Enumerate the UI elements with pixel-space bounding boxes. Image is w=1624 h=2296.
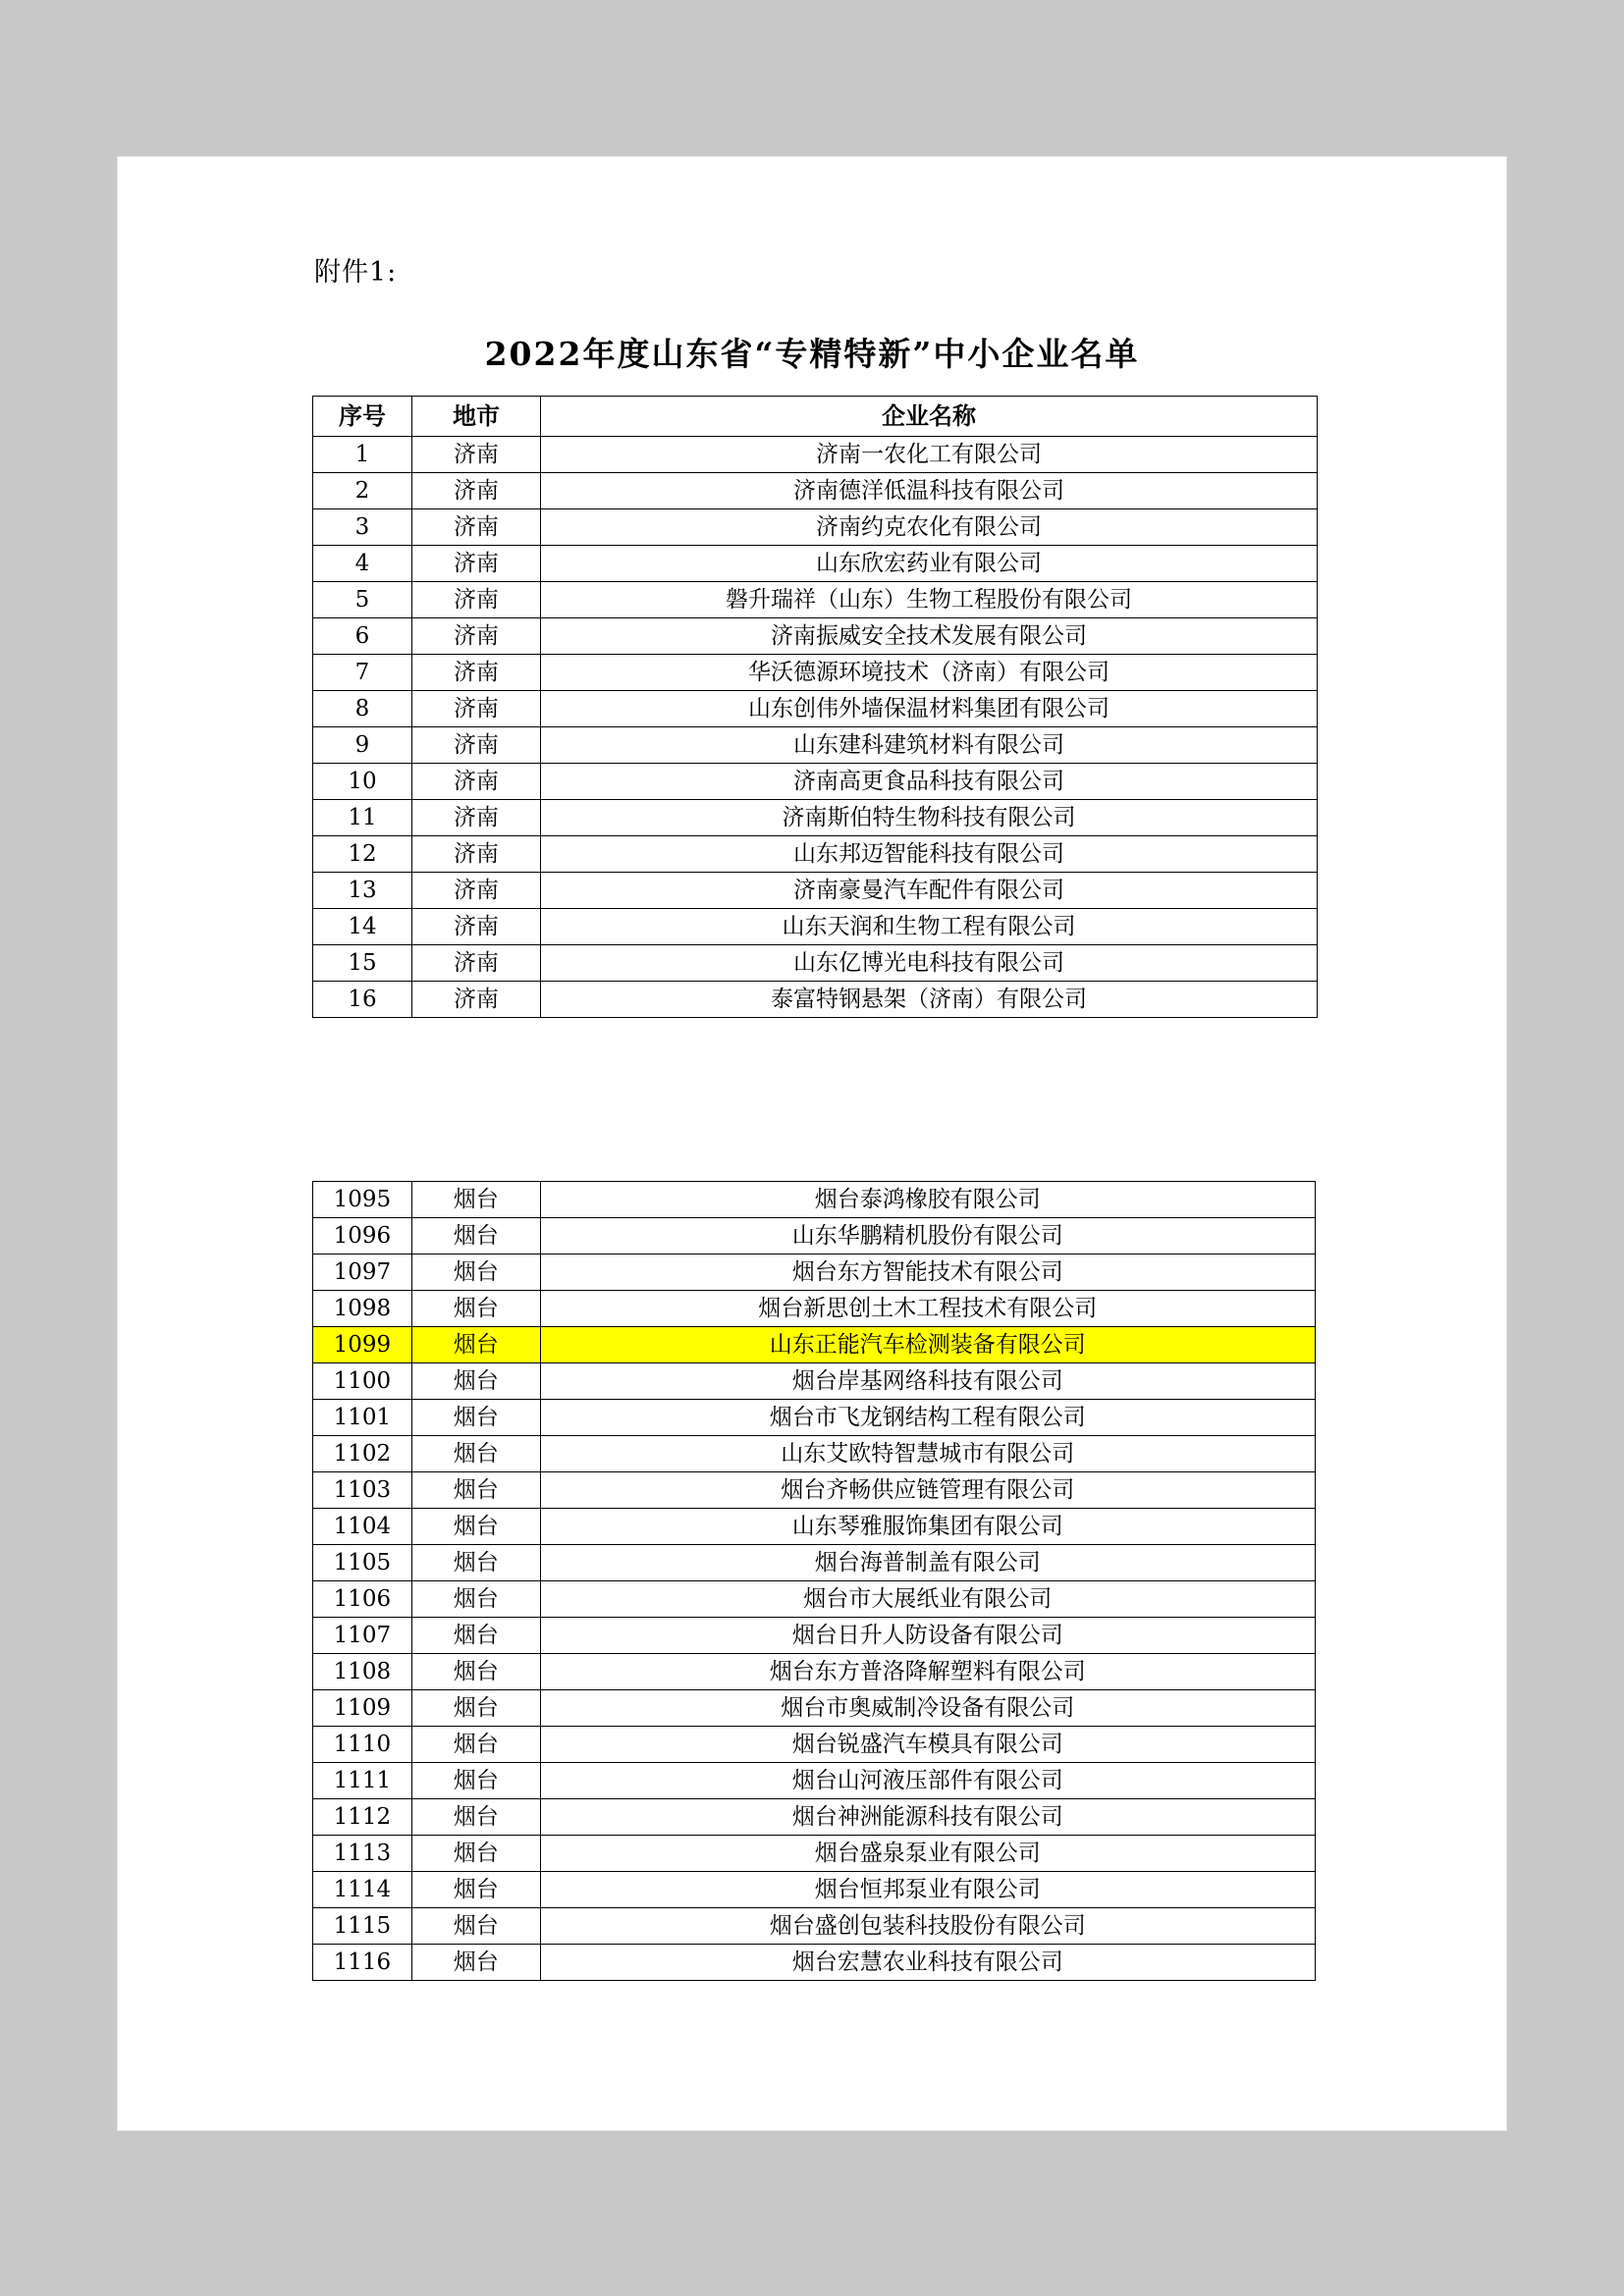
column-header-index: 序号	[313, 397, 412, 437]
cell-city: 烟台	[411, 1327, 540, 1363]
table-row	[313, 1255, 1316, 1291]
table-row	[313, 982, 1318, 1018]
cell-index: 2	[313, 473, 412, 509]
cell-index: 14	[313, 909, 412, 945]
table-header-row	[313, 397, 1318, 437]
table-row	[313, 509, 1318, 546]
cell-city: 济南	[412, 691, 541, 727]
cell-index: 1109	[313, 1690, 412, 1727]
table-row	[313, 1400, 1316, 1436]
cell-index: 16	[313, 982, 412, 1018]
cell-city: 烟台	[411, 1472, 540, 1509]
cell-company-name: 烟台锐盛汽车模具有限公司	[540, 1727, 1315, 1763]
table-row	[313, 1545, 1316, 1581]
cell-index: 12	[313, 836, 412, 873]
cell-index: 11	[313, 800, 412, 836]
cell-company-name: 烟台岸基网络科技有限公司	[540, 1363, 1315, 1400]
cell-index: 1111	[313, 1763, 412, 1799]
table-row	[313, 655, 1318, 691]
cell-index: 1115	[313, 1908, 412, 1945]
cell-city: 烟台	[411, 1291, 540, 1327]
cell-city: 烟台	[411, 1255, 540, 1291]
cell-index: 4	[313, 546, 412, 582]
table-row	[313, 437, 1318, 473]
cell-company-name: 济南一农化工有限公司	[541, 437, 1318, 473]
cell-company-name: 山东邦迈智能科技有限公司	[541, 836, 1318, 873]
table-row	[313, 909, 1318, 945]
cell-index: 1099	[313, 1327, 412, 1363]
cell-index: 1113	[313, 1836, 412, 1872]
cell-company-name: 烟台盛泉泵业有限公司	[540, 1836, 1315, 1872]
cell-company-name: 济南斯伯特生物科技有限公司	[541, 800, 1318, 836]
cell-company-name: 山东正能汽车检测装备有限公司	[540, 1327, 1315, 1363]
table-row	[313, 1945, 1316, 1981]
cell-index: 1098	[313, 1291, 412, 1327]
cell-city: 烟台	[411, 1545, 540, 1581]
cell-city: 烟台	[411, 1509, 540, 1545]
cell-company-name: 烟台泰鸿橡胶有限公司	[540, 1182, 1315, 1218]
table-row	[313, 1872, 1316, 1908]
cell-index: 1102	[313, 1436, 412, 1472]
cell-company-name: 烟台齐畅供应链管理有限公司	[540, 1472, 1315, 1509]
cell-company-name: 华沃德源环境技术（济南）有限公司	[541, 655, 1318, 691]
cell-index: 1106	[313, 1581, 412, 1618]
table-row	[313, 1690, 1316, 1727]
table-row	[313, 800, 1318, 836]
cell-city: 烟台	[411, 1182, 540, 1218]
cell-city: 烟台	[411, 1908, 540, 1945]
cell-city: 济南	[412, 473, 541, 509]
cell-index: 1116	[313, 1945, 412, 1981]
cell-company-name: 济南约克农化有限公司	[541, 509, 1318, 546]
column-header-city: 地市	[412, 397, 541, 437]
cell-city: 济南	[412, 655, 541, 691]
cell-company-name: 烟台新思创土木工程技术有限公司	[540, 1291, 1315, 1327]
cell-index: 1103	[313, 1472, 412, 1509]
cell-city: 烟台	[411, 1727, 540, 1763]
cell-city: 烟台	[411, 1654, 540, 1690]
table-row	[313, 1436, 1316, 1472]
cell-index: 8	[313, 691, 412, 727]
cell-company-name: 山东创伟外墙保温材料集团有限公司	[541, 691, 1318, 727]
cell-company-name: 济南高更食品科技有限公司	[541, 764, 1318, 800]
table-row	[313, 1763, 1316, 1799]
table-row	[313, 473, 1318, 509]
cell-index: 1112	[313, 1799, 412, 1836]
company-list-table-top	[312, 396, 1318, 1018]
column-header-company: 企业名称	[541, 397, 1318, 437]
cell-index: 13	[313, 873, 412, 909]
cell-city: 济南	[412, 618, 541, 655]
cell-index: 1107	[313, 1618, 412, 1654]
table-row	[313, 1218, 1316, 1255]
cell-index: 15	[313, 945, 412, 982]
cell-company-name: 山东欣宏药业有限公司	[541, 546, 1318, 582]
cell-city: 济南	[412, 727, 541, 764]
cell-index: 7	[313, 655, 412, 691]
cell-company-name: 山东建科建筑材料有限公司	[541, 727, 1318, 764]
cell-company-name: 烟台东方智能技术有限公司	[540, 1255, 1315, 1291]
cell-company-name: 山东琴雅服饰集团有限公司	[540, 1509, 1315, 1545]
cell-company-name: 烟台神洲能源科技有限公司	[540, 1799, 1315, 1836]
cell-city: 济南	[412, 437, 541, 473]
cell-city: 济南	[412, 982, 541, 1018]
table-row	[313, 1509, 1316, 1545]
table-row	[313, 1182, 1316, 1218]
cell-company-name: 山东天润和生物工程有限公司	[541, 909, 1318, 945]
cell-company-name: 烟台日升人防设备有限公司	[540, 1618, 1315, 1654]
cell-index: 1105	[313, 1545, 412, 1581]
cell-index: 1	[313, 437, 412, 473]
table-row	[313, 1472, 1316, 1509]
attachment-label: 附件1:	[314, 257, 398, 288]
table-row	[313, 1654, 1316, 1690]
table-row	[313, 764, 1318, 800]
cell-company-name: 磐升瑞祥（山东）生物工程股份有限公司	[541, 582, 1318, 618]
cell-index: 6	[313, 618, 412, 655]
cell-city: 烟台	[411, 1218, 540, 1255]
cell-company-name: 济南德洋低温科技有限公司	[541, 473, 1318, 509]
table-row	[313, 727, 1318, 764]
cell-index: 1114	[313, 1872, 412, 1908]
cell-city: 烟台	[411, 1872, 540, 1908]
cell-company-name: 烟台市大展纸业有限公司	[540, 1581, 1315, 1618]
cell-index: 1097	[313, 1255, 412, 1291]
cell-company-name: 烟台市飞龙钢结构工程有限公司	[540, 1400, 1315, 1436]
table-row	[313, 873, 1318, 909]
table-row	[313, 618, 1318, 655]
cell-company-name: 烟台市奥威制冷设备有限公司	[540, 1690, 1315, 1727]
cell-city: 烟台	[411, 1799, 540, 1836]
table-row	[313, 1908, 1316, 1945]
cell-company-name: 烟台恒邦泵业有限公司	[540, 1872, 1315, 1908]
table-row	[313, 1291, 1316, 1327]
cell-company-name: 济南豪曼汽车配件有限公司	[541, 873, 1318, 909]
cell-company-name: 山东艾欧特智慧城市有限公司	[540, 1436, 1315, 1472]
table-row	[313, 1327, 1316, 1363]
table-row	[313, 582, 1318, 618]
cell-index: 10	[313, 764, 412, 800]
cell-company-name: 烟台盛创包装科技股份有限公司	[540, 1908, 1315, 1945]
table-clip-container	[312, 1181, 1316, 1975]
document-page	[118, 157, 1506, 2130]
cell-company-name: 烟台东方普洛降解塑料有限公司	[540, 1654, 1315, 1690]
cell-index: 1104	[313, 1509, 412, 1545]
cell-city: 烟台	[411, 1363, 540, 1400]
cell-company-name: 济南振威安全技术发展有限公司	[541, 618, 1318, 655]
cell-index: 1108	[313, 1654, 412, 1690]
table-row	[313, 836, 1318, 873]
cell-city: 济南	[412, 509, 541, 546]
cell-city: 烟台	[411, 1763, 540, 1799]
cell-city: 济南	[412, 582, 541, 618]
cell-index: 1101	[313, 1400, 412, 1436]
table-row	[313, 1799, 1316, 1836]
cell-city: 济南	[412, 546, 541, 582]
cell-index: 3	[313, 509, 412, 546]
cell-city: 济南	[412, 873, 541, 909]
table-row	[313, 945, 1318, 982]
cell-company-name: 泰富特钢悬架（济南）有限公司	[541, 982, 1318, 1018]
table-row	[313, 691, 1318, 727]
table-row	[313, 546, 1318, 582]
cell-index: 1110	[313, 1727, 412, 1763]
cell-index: 1095	[313, 1182, 412, 1218]
cell-index: 1100	[313, 1363, 412, 1400]
cell-company-name: 烟台海普制盖有限公司	[540, 1545, 1315, 1581]
company-list-table-bottom	[312, 1181, 1316, 1981]
cell-index: 9	[313, 727, 412, 764]
cell-index: 5	[313, 582, 412, 618]
cell-city: 烟台	[411, 1690, 540, 1727]
cell-index: 1096	[313, 1218, 412, 1255]
cell-company-name: 烟台宏慧农业科技有限公司	[540, 1945, 1315, 1981]
cell-city: 济南	[412, 945, 541, 982]
cell-company-name: 烟台山河液压部件有限公司	[540, 1763, 1315, 1799]
cell-city: 济南	[412, 800, 541, 836]
cell-city: 烟台	[411, 1618, 540, 1654]
cell-city: 烟台	[411, 1400, 540, 1436]
table-row	[313, 1836, 1316, 1872]
cell-city: 烟台	[411, 1436, 540, 1472]
cell-city: 烟台	[411, 1945, 540, 1981]
table-row	[313, 1363, 1316, 1400]
cell-city: 济南	[412, 836, 541, 873]
table-row	[313, 1618, 1316, 1654]
cell-city: 烟台	[411, 1581, 540, 1618]
table-row	[313, 1581, 1316, 1618]
page-title: 2022年度山东省“专精特新”中小企业名单	[484, 335, 1140, 373]
table-row	[313, 1727, 1316, 1763]
cell-company-name: 山东华鹏精机股份有限公司	[540, 1218, 1315, 1255]
cell-city: 烟台	[411, 1836, 540, 1872]
cell-city: 济南	[412, 764, 541, 800]
cell-city: 济南	[412, 909, 541, 945]
cell-company-name: 山东亿博光电科技有限公司	[541, 945, 1318, 982]
